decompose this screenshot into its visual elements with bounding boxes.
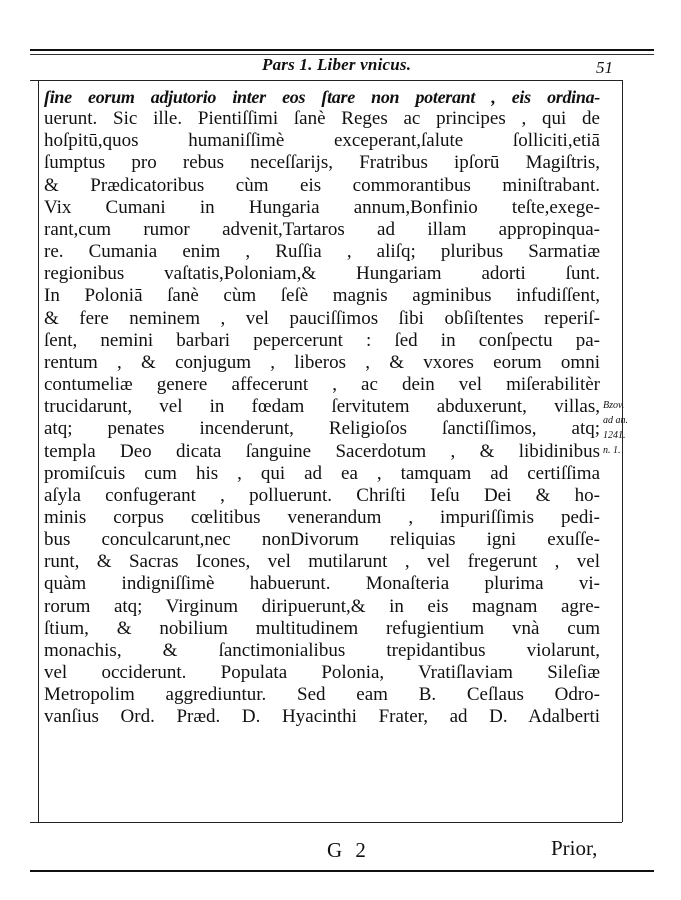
text-frame-bottom [30, 822, 622, 823]
text-line: & fere neminem , vel pauciſſimos ſibi obſiſtentes reperiſ- [44, 307, 600, 329]
catchword: Prior, [551, 836, 598, 860]
marginal-note-line: n. 1. [603, 445, 621, 456]
text-line: rorum atq; Virginum diripuerunt,& in eis magnam agre- [44, 595, 600, 617]
text-line: Metropolim aggrediuntur. Sed eam B. Ceſlaus Odro- [44, 684, 600, 706]
text-line: rant,cum rumor advenit,Tartaros ad illam appropinqua- [44, 218, 600, 240]
text-line: rentum , & conjugum , liberos , & vxores eorum omni [44, 351, 600, 373]
marginal-note-line: 1241. [603, 430, 626, 441]
text-line: ſtium, & nobilium multitudinem refugientium vnà cum [44, 617, 600, 639]
marginal-note [603, 398, 633, 458]
text-line: ſumptus pro rebus neceſſarijs, Fratribus ipſorū Magiſtris, [44, 152, 600, 174]
text-line: runt, & Sacras Icones, vel mutilarunt , vel fregerunt , vel [44, 551, 600, 573]
text-line: Vix Cumani in Hungaria annum,Bonfinio teſte,exege- [44, 196, 600, 218]
text-line: atq; penates incenderunt, Religioſos ſanctiſſimos, atq; [44, 418, 600, 440]
text-line: ſine eorum adjutorio inter eos ſtare non poterant , eis ordina- [44, 87, 600, 107]
text-line: ſent, nemini barbari pepercerunt : ſed in conſpectu pa- [44, 329, 600, 351]
text-frame-left [38, 80, 39, 822]
text-line: hoſpitū,quos humaniſſimè exceperant,ſalute ſolliciti,etiā [44, 130, 600, 152]
text-line: In Poloniā ſanè cùm ſeſè magnis agminibus infudiſſent, [44, 285, 600, 307]
text-line: uerunt. Sic ille. Pientiſſimi ſanè Reges ac principes , qui de [44, 108, 600, 130]
text-line: aſyla confugerant , polluerunt. Chriſti Ieſu Dei & ho- [44, 484, 600, 506]
text-line: quàm indigniſſimè habuerunt. Monaſteria plurima vi- [44, 573, 600, 595]
text-line: vanſius Ord. Præd. D. Hyacinthi Frater, ad D. Adalberti [44, 706, 600, 728]
header-rule [30, 49, 654, 51]
text-line: trucidarunt, vel in fœdam ſervitutem abduxerunt, villas, [44, 396, 600, 418]
signature-mark: G 2 [327, 838, 370, 862]
running-title: Pars 1. Liber vnicus. [262, 55, 412, 74]
text-line: templa Deo dicata ſanguine Sacerdotum , & libidinibus [44, 440, 600, 462]
text-line: re. Cumania enim , Ruſſia , aliſq; pluribus Sarmatiæ [44, 241, 600, 263]
text-line: monachis, & ſanctimonialibus trepidantibus violarunt, [44, 639, 600, 661]
text-frame-top [30, 80, 622, 81]
text-line: promiſcuis cum his , qui ad ea , tamquam ad certiſſima [44, 462, 600, 484]
footer-rule [30, 870, 654, 872]
text-line: contumeliæ genere affecerunt , ac dein vel miſerabilitèr [44, 374, 600, 396]
text-line: & Prædicatoribus cùm eis commorantibus miniſtrabant. [44, 174, 600, 196]
body-text [44, 86, 600, 729]
page-number: 51 [596, 58, 613, 77]
marginal-note-line: Bzov. [603, 400, 625, 411]
text-line: minis corpus cœlitibus venerandum , impuriſſimis pedi- [44, 506, 600, 528]
text-line: regionibus vaſtatis,Poloniam,& Hungariam adorti ſunt. [44, 263, 600, 285]
text-line: vel occiderunt. Populata Polonia, Vratiſlaviam Sileſiæ [44, 662, 600, 684]
marginal-note-line: ad an. [603, 415, 628, 426]
text-line: bus conculcarunt,nec nonDivorum reliquias igni exuſſe- [44, 529, 600, 551]
